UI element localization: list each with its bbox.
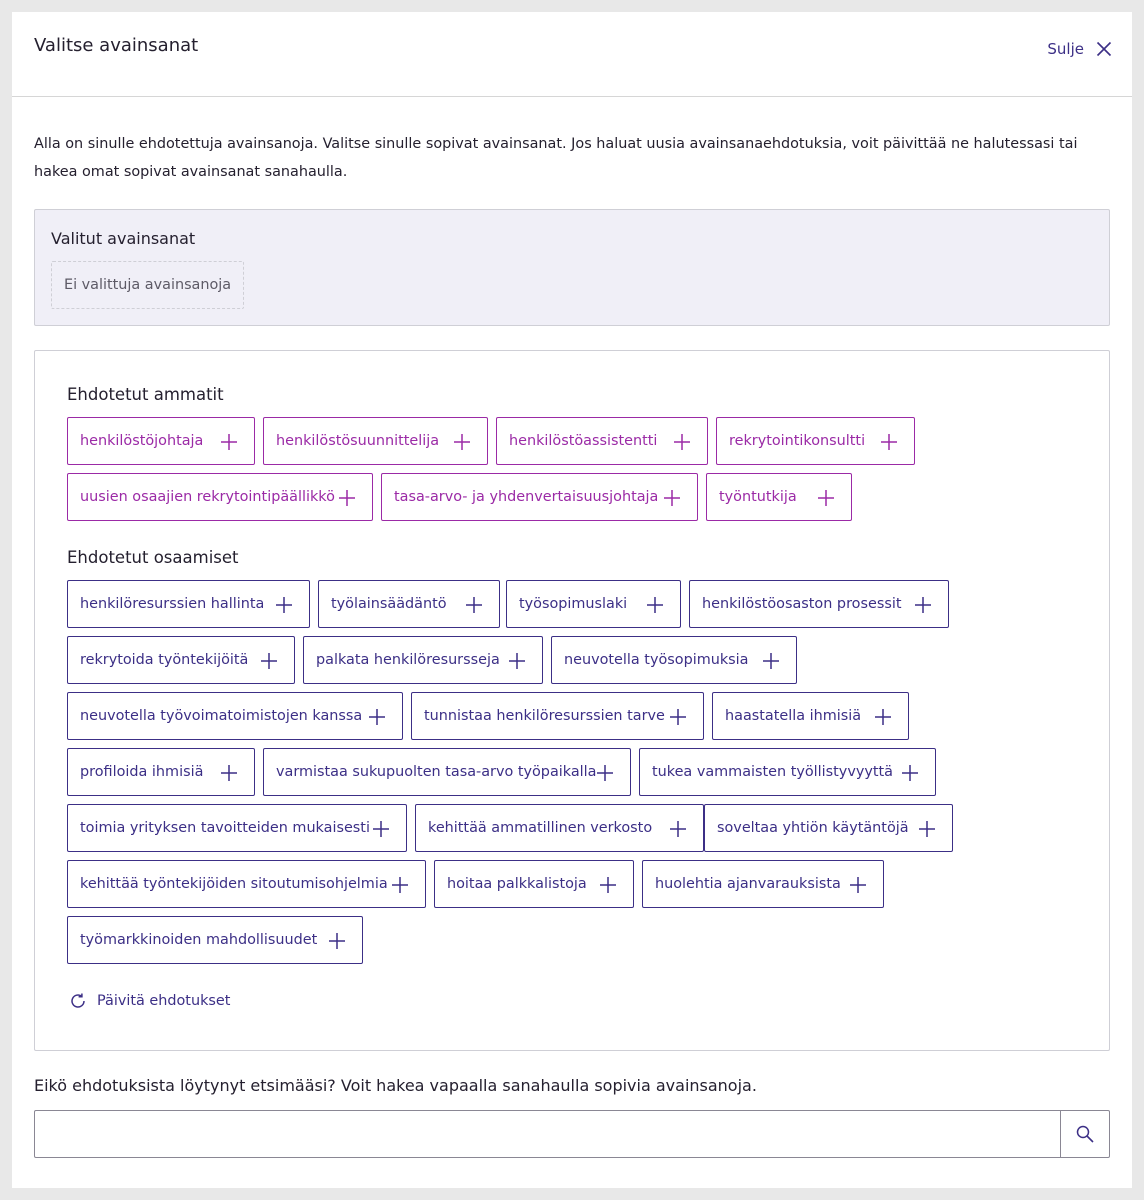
plus-icon [453, 433, 471, 451]
skill-chip[interactable] [67, 692, 403, 740]
occupation-chip-label: henkilöstöjohtaja [80, 433, 204, 449]
skill-chip[interactable] [639, 748, 936, 796]
skill-chip-label: neuvotella työvoimatoimistojen kanssa [80, 708, 363, 724]
plus-icon [849, 876, 867, 894]
no-selected-keywords: Ei valittuja avainsanoja [51, 261, 244, 309]
search-label: Eikö ehdotuksista löytynyt etsimääsi? Voit hakea vapaalla sanahaulla sopivia avainsanoja. [34, 1076, 757, 1095]
suggestions-panel [34, 350, 1110, 1051]
dialog-header [12, 12, 1132, 97]
skill-chip[interactable] [67, 860, 426, 908]
plus-icon [817, 489, 835, 507]
skill-chip-label: tukea vammaisten työllistyvyyttä [652, 764, 893, 780]
plus-icon [599, 876, 617, 894]
selected-keywords-panel [34, 209, 1110, 326]
skill-chip-label: soveltaa yhtiön käytäntöjä [717, 820, 909, 836]
plus-icon [368, 708, 386, 726]
refresh-suggestions-button[interactable] [69, 992, 230, 1010]
plus-icon [465, 596, 483, 614]
plus-icon [372, 820, 390, 838]
refresh-label: Päivitä ehdotukset [97, 993, 231, 1009]
skill-chip-label: hoitaa palkkalistoja [447, 876, 587, 892]
dialog-title: Valitse avainsanat [34, 35, 199, 56]
search-icon [1075, 1124, 1095, 1144]
occupation-chip[interactable] [263, 417, 488, 465]
plus-icon [596, 764, 614, 782]
plus-icon [328, 932, 346, 950]
plus-icon [391, 876, 409, 894]
skill-chip[interactable] [67, 916, 363, 964]
skill-chip[interactable] [67, 748, 255, 796]
skill-chip-label: profiloida ihmisiä [80, 764, 204, 780]
occupation-chip-label: tasa-arvo- ja yhdenvertaisuusjohtaja [394, 489, 659, 505]
skill-chip-label: palkata henkilöresursseja [316, 652, 500, 668]
plus-icon [508, 652, 526, 670]
skill-chip-label: varmistaa sukupuolten tasa-arvo työpaikalla [276, 764, 597, 780]
skill-chip-label: työlainsäädäntö [331, 596, 447, 612]
plus-icon [646, 596, 664, 614]
search-input[interactable] [35, 1111, 1060, 1157]
search-field [34, 1110, 1110, 1158]
plus-icon [673, 433, 691, 451]
search-button[interactable] [1060, 1111, 1109, 1157]
plus-icon [669, 820, 687, 838]
occupation-chip-label: henkilöstösuunnittelija [276, 433, 440, 449]
occupation-chip[interactable] [67, 473, 373, 521]
skill-chip-label: haastatella ihmisiä [725, 708, 862, 724]
selected-keywords-title: Valitut avainsanat [51, 229, 196, 248]
skill-chip[interactable] [263, 748, 631, 796]
skill-chip[interactable] [318, 580, 500, 628]
skill-chip[interactable] [67, 804, 407, 852]
skills-title: Ehdotetut osaamiset [67, 548, 239, 567]
plus-icon [275, 596, 293, 614]
skill-chip[interactable] [689, 580, 949, 628]
skill-chip-label: henkilöstöosaston prosessit [702, 596, 902, 612]
skill-chip[interactable] [642, 860, 884, 908]
occupation-chip-label: henkilöstöassistentti [509, 433, 658, 449]
occupation-chip-label: rekrytointikonsultti [729, 433, 866, 449]
plus-icon [874, 708, 892, 726]
skill-chip-label: tunnistaa henkilöresurssien tarve [424, 708, 665, 724]
occupation-chip[interactable] [496, 417, 708, 465]
occupation-chip[interactable] [381, 473, 698, 521]
close-label: Sulje [1047, 40, 1084, 58]
skill-chip-label: kehittää ammatillinen verkosto [428, 820, 653, 836]
skill-chip[interactable] [303, 636, 543, 684]
occupation-chip-label: uusien osaajien rekrytointipäällikkö [80, 489, 335, 505]
plus-icon [918, 820, 936, 838]
skill-chip[interactable] [67, 636, 295, 684]
skill-chip-label: työmarkkinoiden mahdollisuudet [80, 932, 318, 948]
close-icon [1096, 41, 1112, 57]
plus-icon [762, 652, 780, 670]
plus-icon [663, 489, 681, 507]
skill-chip-label: työsopimuslaki [519, 596, 628, 612]
keyword-dialog [12, 12, 1132, 1188]
plus-icon [669, 708, 687, 726]
skill-chip-label: henkilöresurssien hallinta [80, 596, 265, 612]
skill-chip-label: huolehtia ajanvarauksista [655, 876, 841, 892]
skill-chip[interactable] [551, 636, 797, 684]
occupation-chip[interactable] [706, 473, 852, 521]
skill-chip-label: rekrytoida työntekijöitä [80, 652, 249, 668]
plus-icon [880, 433, 898, 451]
plus-icon [220, 764, 238, 782]
plus-icon [220, 433, 238, 451]
occupation-chip-label: työntutkija [719, 489, 797, 505]
skill-chip[interactable] [67, 580, 310, 628]
plus-icon [901, 764, 919, 782]
skill-chip-label: kehittää työntekijöiden sitoutumisohjelmia [80, 876, 388, 892]
intro-text: Alla on sinulle ehdotettuja avainsanoja. Valitse sinulle sopivat avainsanat. Jos haluat uusia avainsanaehdotuksia, voit päivittää ne halutessasi tai hakea omat sopivat avainsanat sanahaulla. [34, 136, 1078, 180]
skill-chip[interactable] [411, 692, 704, 740]
occupation-chip[interactable] [716, 417, 915, 465]
skill-chip[interactable] [506, 580, 681, 628]
skill-chip[interactable] [704, 804, 953, 852]
occupation-chip[interactable] [67, 417, 255, 465]
refresh-icon [69, 992, 87, 1010]
skill-chip[interactable] [434, 860, 634, 908]
close-button[interactable] [1047, 40, 1112, 58]
skill-chip[interactable] [712, 692, 909, 740]
plus-icon [914, 596, 932, 614]
skill-chip[interactable] [415, 804, 704, 852]
skill-chip-label: toimia yrityksen tavoitteiden mukaisesti [80, 820, 370, 836]
skill-chip-label: neuvotella työsopimuksia [564, 652, 749, 668]
plus-icon [260, 652, 278, 670]
occupations-title: Ehdotetut ammatit [67, 385, 224, 404]
plus-icon [338, 489, 356, 507]
